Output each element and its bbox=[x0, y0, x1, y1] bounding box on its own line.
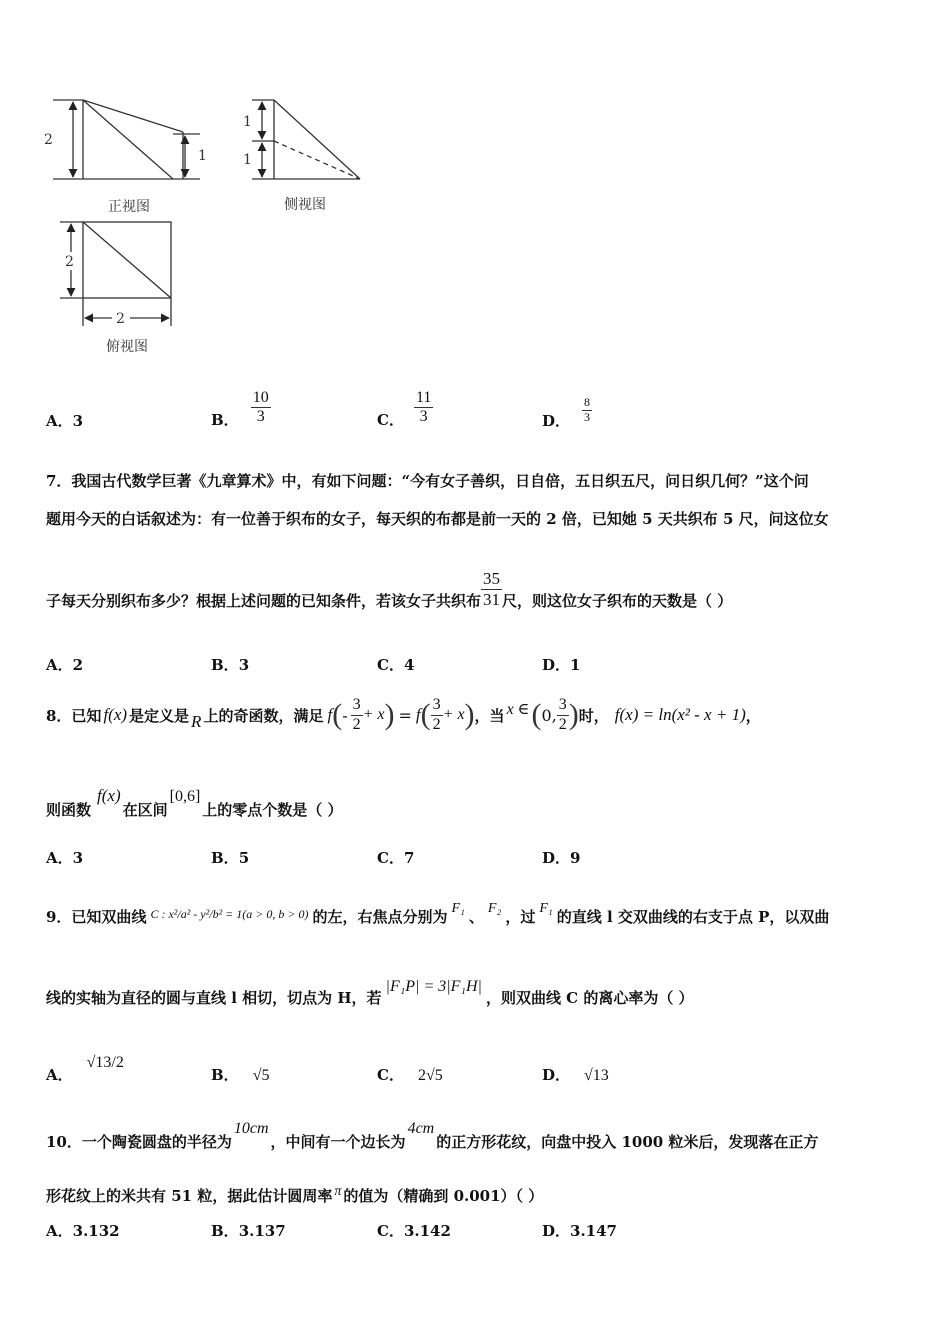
q9-option-c[interactable]: C． 2√5 bbox=[377, 1066, 443, 1084]
side-view-dim-bottom: 1 bbox=[243, 152, 252, 168]
q8-line1: 8．已知 f(x) 是定义是 R 上的奇函数，满足 f ( - $\frac{3}{2}$ + x ) = f ( $\frac{3}{2}$ + x ) ，当 x ∈ ( 0, $\frac{3}{2}$ ) 时， f(x) = ln(x² - x + 1) ， bbox=[46, 696, 761, 733]
q8-option-b[interactable]: B．5 bbox=[211, 849, 250, 867]
q6-option-b[interactable]: B． $\frac{10}{3}$ bbox=[211, 388, 269, 429]
q10-option-c[interactable]: C．3.142 bbox=[377, 1222, 451, 1240]
q10-option-a[interactable]: A．3.132 bbox=[46, 1222, 120, 1240]
q9-option-a[interactable]: A． √13/2 bbox=[46, 1053, 124, 1084]
q9-option-d[interactable]: D． √13 bbox=[542, 1066, 609, 1084]
q6-option-a[interactable]: A．3 bbox=[46, 412, 84, 430]
q10-line1: 10．一个陶瓷圆盘的半径为 10cm ，中间有一个边长为 4cm 的正方形花纹，向盘中投入 1000 粒米后，发现落在正方 bbox=[46, 1120, 819, 1151]
top-view-dim-bottom: 2 bbox=[116, 311, 125, 327]
q7-line3: 子每天分别织布多少？根据上述问题的已知条件，若该女子共织布 $\frac{35}{31}$ 尺，则这位女子织布的天数是（ ） bbox=[46, 569, 733, 610]
q7-option-d[interactable]: D．1 bbox=[542, 656, 581, 674]
q6-option-c[interactable]: C． $\frac{11}{3}$ bbox=[377, 388, 432, 429]
q10-option-d[interactable]: D．3.147 bbox=[542, 1222, 617, 1240]
side-view-caption: 侧视图 bbox=[284, 197, 326, 213]
q9-line2: 线的实轴为直径的圆与直线 l 相切，切点为 H，若 |F₁P| = 3|F₁H| ，则双曲线 C 的离心率为（ ） bbox=[46, 978, 694, 1007]
q10-line2: 形花纹上的米共有 51 粒，据此估计圆周率 π 的值为（精确到 0.001）（ ） bbox=[46, 1184, 544, 1205]
q7-option-c[interactable]: C．4 bbox=[377, 656, 415, 674]
front-view-dim-left: 2 bbox=[44, 132, 53, 148]
q7-line2: 题用今天的白话叙述为：有一位善于织布的女子，每天织的布都是前一天的 2 倍，已知她 5 天共织布 5 尺，问这位女 bbox=[46, 510, 829, 528]
top-view-caption: 俯视图 bbox=[106, 339, 148, 355]
side-view-dim-top: 1 bbox=[243, 114, 252, 130]
q8-option-d[interactable]: D．9 bbox=[542, 849, 581, 867]
side-view-drawing bbox=[252, 100, 360, 179]
top-view-dim-left: 2 bbox=[65, 254, 74, 270]
q8-line2: 则函数 f(x) 在区间 [0,6] 上的零点个数是（ ） bbox=[46, 786, 343, 819]
front-view-drawing bbox=[53, 100, 200, 179]
three-view-figure bbox=[40, 90, 380, 370]
q10-option-b[interactable]: B．3.137 bbox=[211, 1222, 286, 1240]
q8-option-a[interactable]: A．3 bbox=[46, 849, 84, 867]
q8-option-c[interactable]: C．7 bbox=[377, 849, 415, 867]
front-view-dim-right: 1 bbox=[198, 148, 207, 164]
q6-option-d[interactable]: D． $\frac{8}{3}$ bbox=[542, 395, 591, 430]
q9-line1: 9．已知双曲线 C : x²/a² - y²/b² = 1(a > 0, b > 0) 的左，右焦点分别为 F₁ 、 F₂ ，过 F₁ 的直线 l 交双曲线的右支于点 P，以双曲 bbox=[46, 901, 830, 926]
q9-option-b[interactable]: B． √5 bbox=[211, 1066, 270, 1084]
front-view-caption: 正视图 bbox=[108, 199, 150, 215]
q7-line1: 7．我国古代数学巨著《九章算术》中，有如下问题：“今有女子善织，日自倍，五日织五尺，问日织几何？”这个问 bbox=[46, 472, 809, 490]
q7-option-a[interactable]: A．2 bbox=[46, 656, 84, 674]
q7-option-b[interactable]: B．3 bbox=[211, 656, 250, 674]
